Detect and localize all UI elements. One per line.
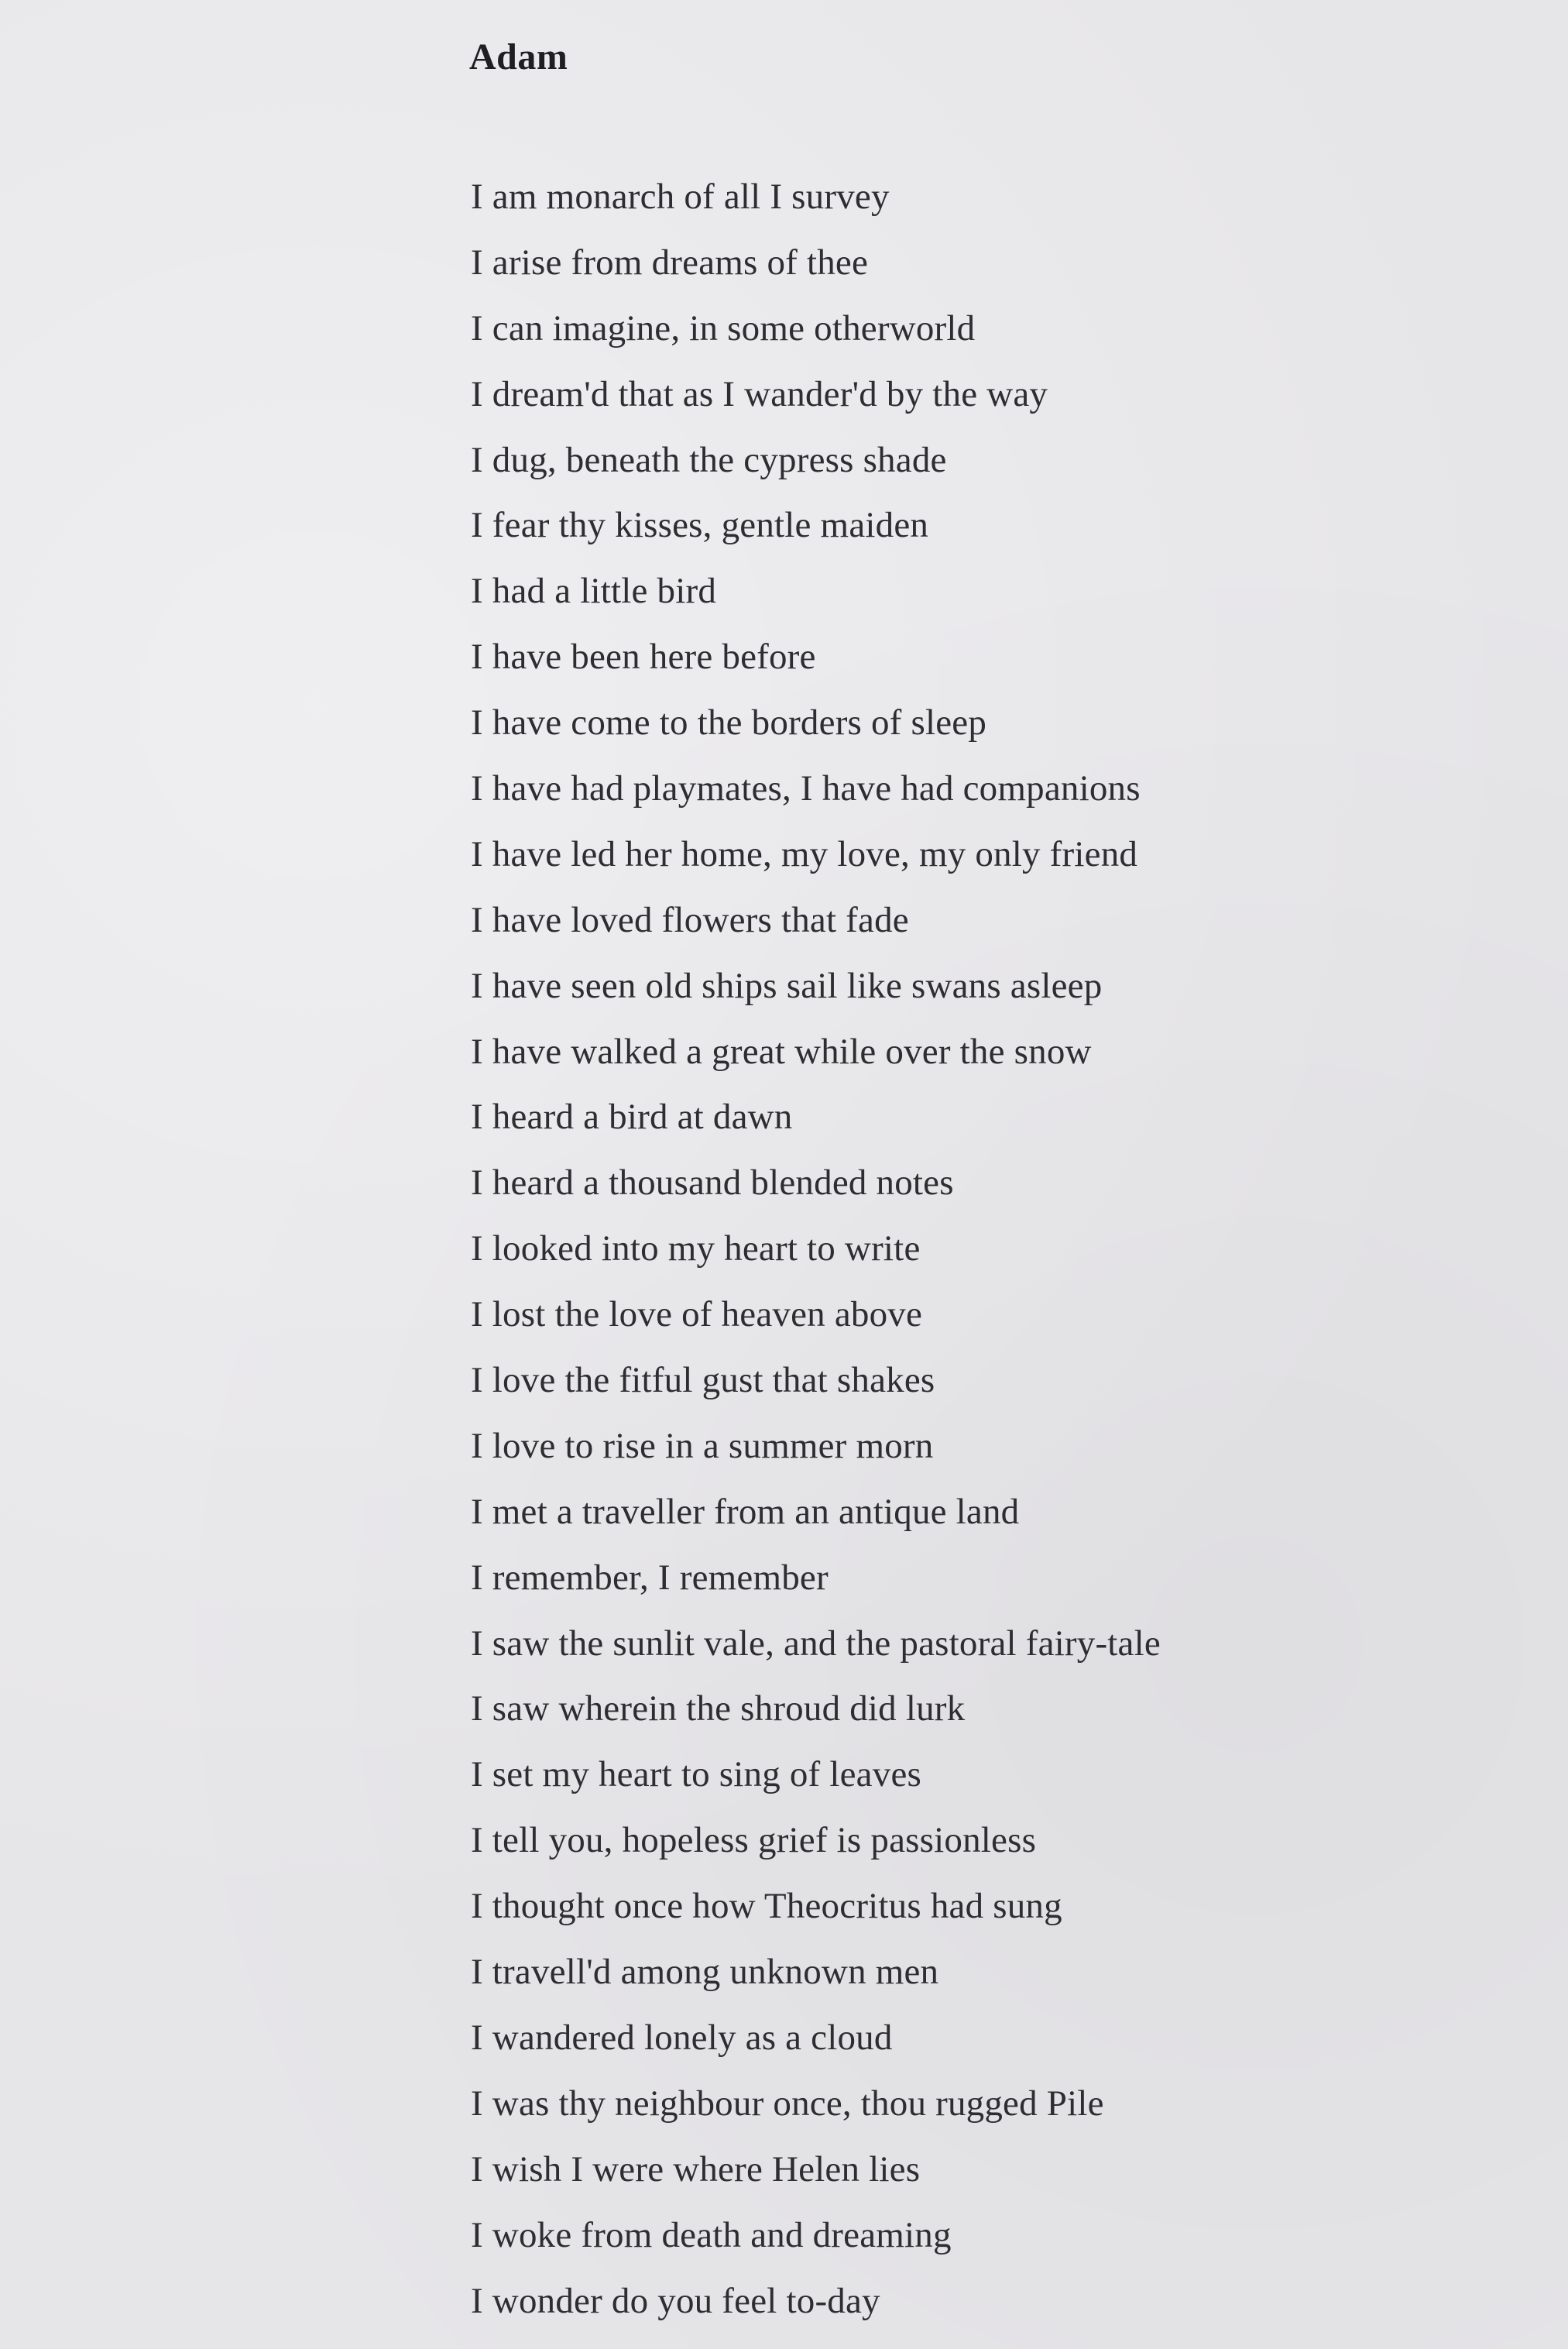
list-item: I have had playmates, I have had companions [471,768,1141,809]
list-item: I fear thy kisses, gentle maiden [471,505,929,546]
list-item: I wonder do you feel to-day [471,2280,880,2321]
list-item: I love to rise in a summer morn [471,1425,934,1466]
list-item: I met a traveller from an antique land [471,1491,1020,1532]
document-page [469,34,1476,2321]
first-lines-list [471,164,1161,2334]
list-item: I wish I were where Helen lies [471,2148,921,2189]
list-item: I saw the sunlit vale, and the pastoral fairy-tale [471,1623,1161,1664]
list-item: I love the fitful gust that shakes [471,1360,935,1401]
list-item: I was thy neighbour once, thou rugged Pile [471,2083,1104,2124]
list-item: I am monarch of all I survey [471,177,890,217]
list-item: I heard a thousand blended notes [471,1162,954,1204]
list-item: I set my heart to sing of leaves [471,1754,921,1795]
list-item: I have been here before [471,637,816,678]
list-item: I have walked a great while over the snow [471,1031,1092,1072]
list-item: I travell'd among unknown men [471,1952,939,1993]
list-item: I have seen old ships sail like swans asleep [471,965,1103,1006]
list-item: I remember, I remember [471,1557,829,1598]
list-item: I have come to the borders of sleep [471,702,987,744]
list-item: I have loved flowers that fade [471,899,909,940]
list-item: I dug, beneath the cypress shade [471,439,947,480]
list-item: I heard a bird at dawn [471,1097,793,1138]
list-item: I wandered lonely as a cloud [471,2017,893,2058]
list-item: I saw wherein the shroud did lurk [471,1688,966,1729]
list-item: I arise from dreams of thee [471,242,869,283]
list-item: I dream'd that as I wander'd by the way [471,373,1048,414]
list-item: I woke from death and dreaming [471,2214,952,2255]
list-item: I looked into my heart to write [471,1228,921,1269]
document-title: Adam [469,36,568,77]
list-item: I lost the love of heaven above [471,1294,923,1335]
list-item: I thought once how Theocritus had sung [471,1886,1062,1927]
list-item: I can imagine, in some otherworld [471,307,976,349]
list-item: I tell you, hopeless grief is passionless [471,1820,1037,1861]
list-item: I have led her home, my love, my only friend [471,833,1138,874]
list-item: I had a little bird [471,571,717,612]
